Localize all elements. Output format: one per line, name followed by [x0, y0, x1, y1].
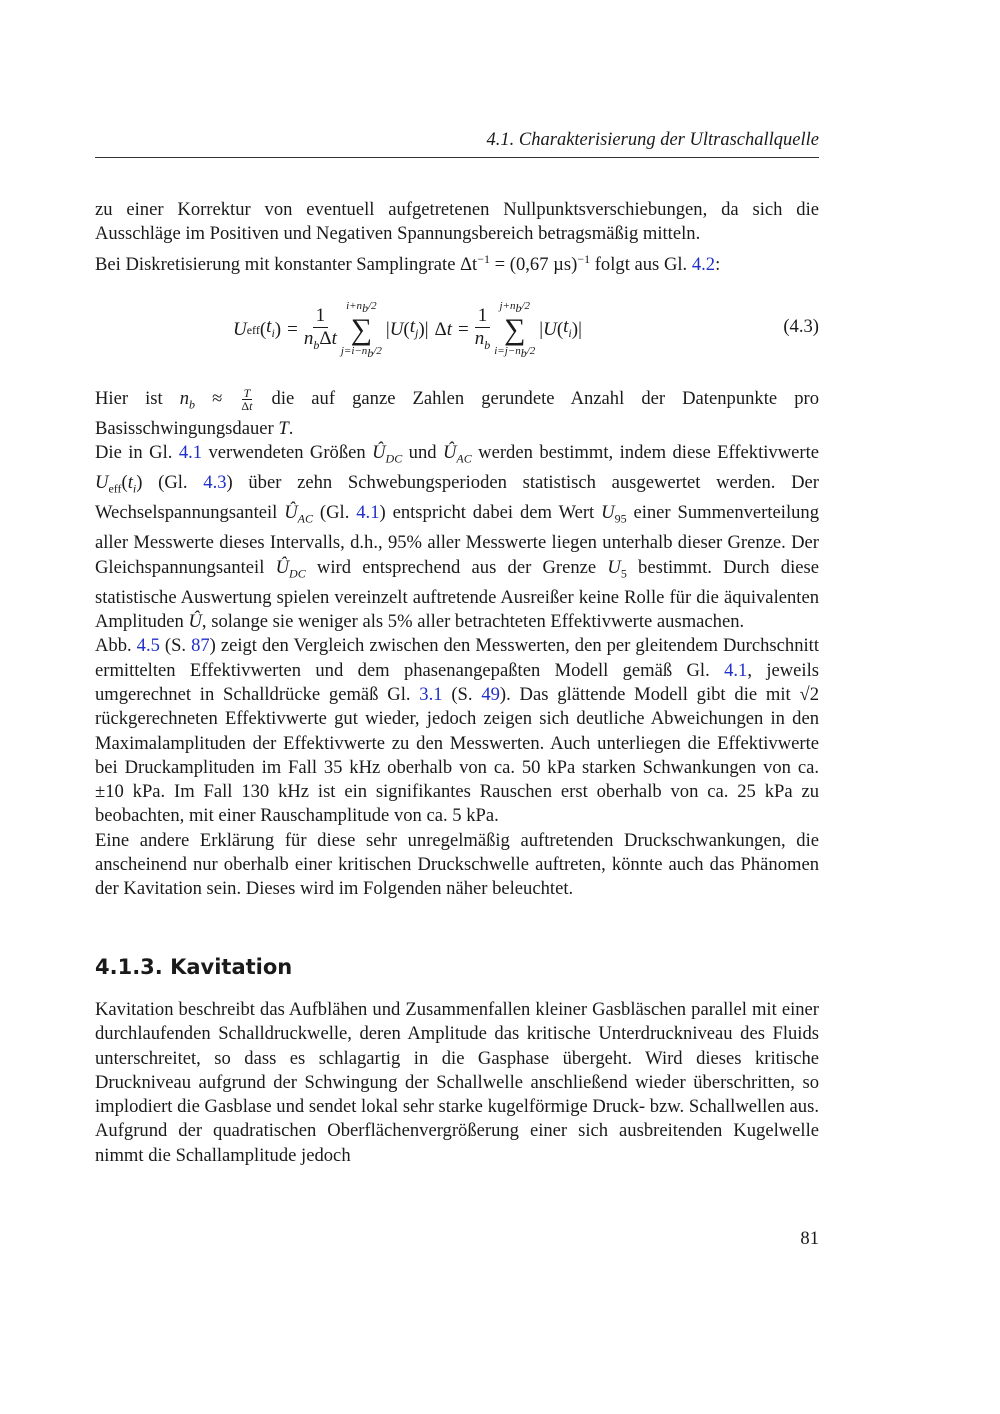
paragraph-1: zu einer Korrektur von eventuell aufgetretenen Nullpunktsverschiebungen, da sich die Ausschläge im Positiven und Negativen Spannungsbereich betragsmäßig mitteln.	[95, 199, 819, 245]
paragraph-6: Eine andere Erklärung für diese sehr unregelmäßig auftretenden Druckschwankungen, die anscheinend nur oberhalb einer kritischen Druckschwelle auftreten, könnte auch das Phänomen der Kavitation sein. Dieses wird im Folgenden näher beleuchtet.	[95, 829, 819, 900]
page-link[interactable]: 87	[191, 635, 210, 657]
section-paragraph: Kavitation beschreibt das Aufblähen und Zusammenfallen kleiner Gasbläschen parallel mit einer durchlaufenden Schalldruckwelle, deren Amplitude das kritische Unterdruckniveau des Fluids unterschreitet, so dass es schlagartig in die Gasphase übergeht. Wird dieses kritische Druckniveau aufgrund der Schwingung der Schallwelle anschließend wieder überschritten, so implodiert die Gasblase und sendet lokal sehr starke kugelförmige Druck- bzw. Schallwellen aus. Aufgrund der quadratischen Oberflächenvergrößerung einer sich ausbreitenden Kugelwelle nimmt die Schallamplitude jedoch	[95, 999, 819, 1166]
section-heading: 4.1.3. Kavitation	[95, 955, 293, 979]
equation-link[interactable]: 4.1	[356, 502, 380, 524]
paragraph-2: Bei Diskretisierung mit konstanter Samplingrate $\Delta t^{-1} = (0,67$ µs)$^{-1}$ folgt aus Gl. 4.2:	[95, 251, 721, 275]
equation-link[interactable]: 3.1	[419, 683, 443, 705]
paragraph-4: Die in Gl. 4.1 verwendeten Größen $Û_{DC}$ und $Û_{AC}$ werden bestimmt, indem diese Effektivwerte $U_{eff}(t_i)$ (Gl. 4.3) über zehn Schwebungsperioden statistisch ausgewertet werden. Der Wechselspannungsanteil $Û_{AC}$ (Gl. 4.1) entspricht dabei dem Wert $U_{95}$ einer Summenverteilung aller Messwerte dieses Intervalls, d.h., 95% aller Messwerte liegen unterhalb dieser Grenze. Der Gleichspannungsanteil $Û_{DC}$ wird entsprechend aus der Grenze $U_5$ bestimmt. Durch diese statistische Auswertung spielen vereinzelt auftretende Ausreißer keine Rolle für die äquivalenten Amplituden Û, solange sie weniger als 5% aller betrachteten Effektivwerte ausmachen.	[95, 442, 820, 633]
equation-link[interactable]: 4.1	[178, 442, 203, 464]
paragraph-5: Abb. 4.5 (S. 87) zeigt den Vergleich zwischen den Messwerten, den per gleitendem Durchschnitt ermittelten Effektivwerten und dem phasenangepaßten Modell gemäß Gl. 4.1, jeweils umgerechnet in Schalldrücke gemäß Gl. 3.1 (S. 49). Das glättende Modell gibt die mit √2 rückgerechneten Effektivwerte gut wieder, jedoch zeigen sich deutliche Abweichungen in den Maximalamplituden der Effektivwerte zu den Messwerten. Auch unterliegen die Effektivwerte bei Druckamplituden im Fall 35 kHz oberhalb von ca. 50 kPa starken Schwankungen von ca. ±10 kPa. Im Fall 130 kHz ist ein signifikantes Rauschen erst oberhalb von ca. 25 kPa zu beobachten, mit einer Rauschamplitude von ca. 5 kPa.	[95, 635, 819, 827]
paragraph-3: Hier ist $n_b$ ≈ $\frac{T}{\Delta t}$ die auf ganze Zahlen gerundete Anzahl der Datenpunkte pro Basisschwingungsdauer T.	[95, 386, 819, 440]
equation-number: (4.3)	[783, 316, 819, 338]
running-header: 4.1. Charakterisierung der Ultraschallquelle	[486, 130, 819, 150]
body-text	[95, 198, 819, 902]
equation-link[interactable]: 4.1	[724, 659, 748, 681]
figure-link[interactable]: 4.5	[136, 635, 160, 657]
equation-link[interactable]: 4.2	[691, 253, 716, 275]
page-number: 81	[800, 1228, 819, 1249]
equation-link[interactable]: 4.3	[203, 472, 227, 494]
equation-formula: U eff ( $t_i$ ) = $\frac{1}{n_b\Delta t}$ $i+n_b/2$ ∑ $j=i-n_b/2$ | U ( $t_j$ )| Δ t = $\frac{1}{n_b}$ $j+n_b/2$ ∑ $i=j-n_b/2$ | U ( $t_i$ )|	[233, 299, 582, 361]
equation-4-3	[95, 287, 819, 373]
page-link[interactable]: 49	[481, 683, 500, 705]
section-body	[95, 998, 819, 1168]
header-rule	[95, 157, 819, 158]
